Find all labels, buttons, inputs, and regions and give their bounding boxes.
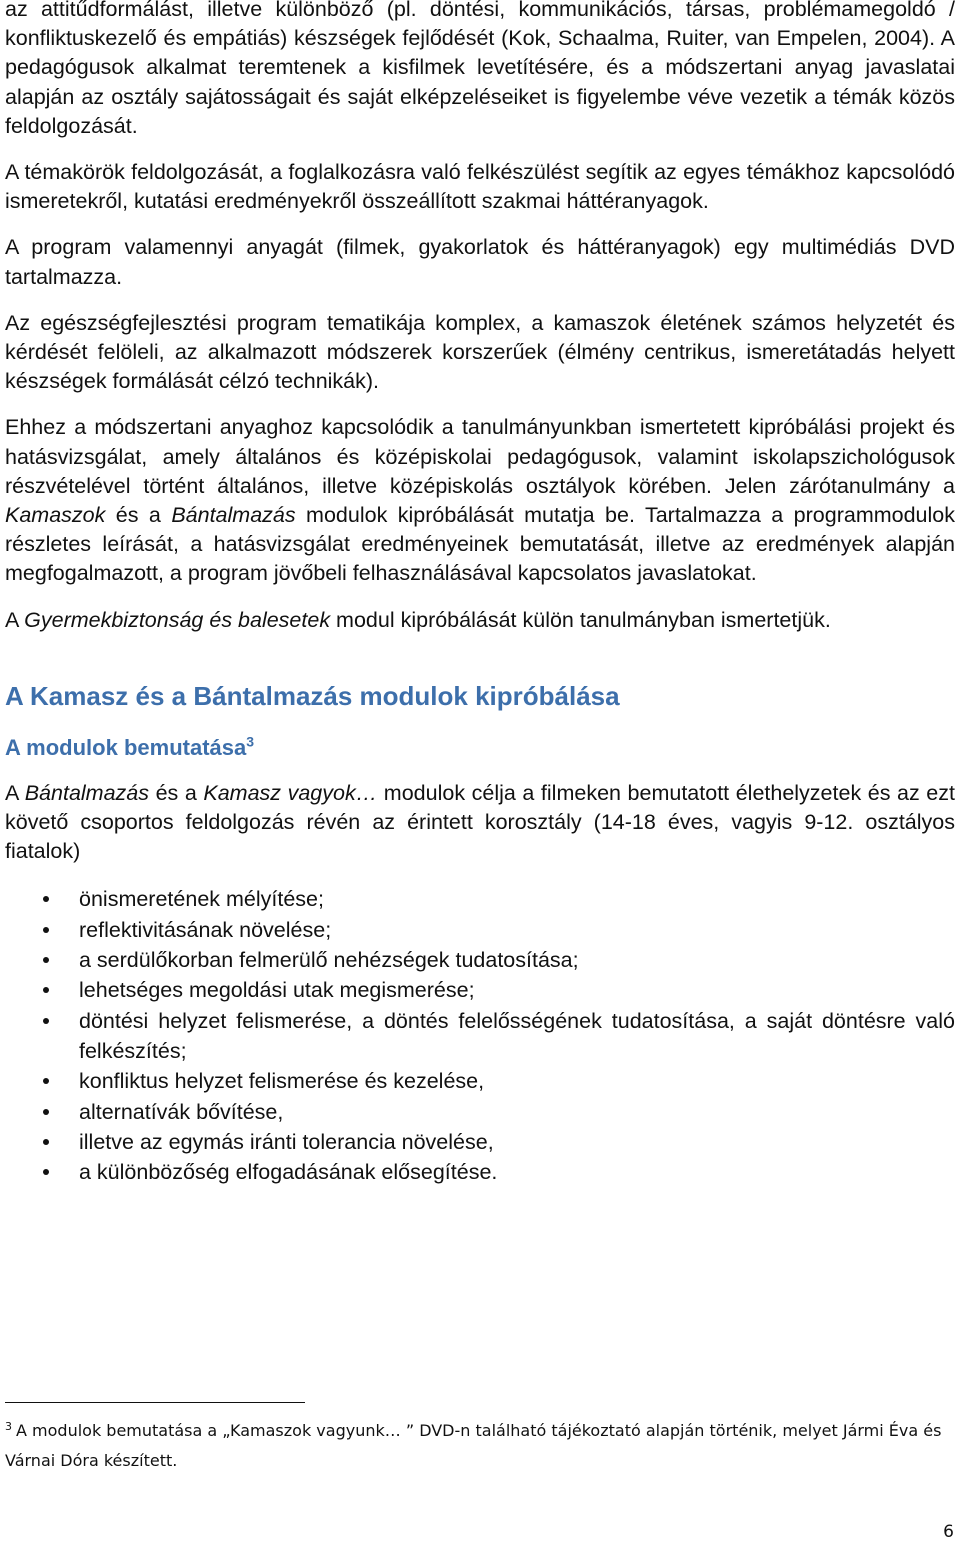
bullet-icon	[43, 1169, 49, 1175]
list-item	[5, 945, 955, 975]
text-segment: és a	[149, 780, 204, 805]
footnote-reference: 3	[246, 733, 255, 750]
list-item	[5, 1066, 955, 1096]
section-heading: A Kamasz és a Bántalmazás modulok kipróbálása	[5, 680, 620, 711]
text-segment: és a	[105, 503, 172, 528]
italic-term-kamasz-vagyok: Kamasz vagyok…	[203, 780, 378, 805]
footnote	[5, 1416, 945, 1476]
list-item-text: alternatívák bővítése,	[79, 1099, 284, 1124]
paragraph-multimedia-dvd: A program valamennyi anyagát (filmek, gyakorlatok és háttéranyagok) egy multimédiás DVD tartalmazza.	[5, 235, 955, 289]
list-item	[5, 1127, 955, 1157]
list-item-text: önismeretének mélyítése;	[79, 887, 324, 912]
bullet-icon	[43, 896, 49, 902]
bullet-icon	[43, 1109, 49, 1115]
bullet-icon	[43, 1078, 49, 1084]
bullet-icon	[43, 957, 49, 963]
footnote-divider	[5, 1402, 305, 1403]
page-number: 6	[943, 1522, 954, 1542]
footnote-number: 3	[5, 1419, 12, 1433]
list-item	[5, 884, 955, 914]
text-segment: modul kipróbálását külön tanulmányban ismertetjük.	[330, 607, 831, 632]
paragraph-module-goals	[5, 779, 955, 867]
text-segment: modulok kipróbálását mutatja be. Tartalmazza a programmodulok részletes leírását, a hatásvizsgálat eredményeinek bemutatását, illetve az eredmények alapján megfogalmazott, a program jövőbeli felhasználásával kapcsolatos javaslatokat.	[5, 503, 955, 586]
list-item	[5, 915, 955, 945]
subsection-heading-text: A modulok bemutatása	[5, 734, 247, 760]
list-item-text: a különbözőség elfogadásának elősegítése.	[79, 1160, 498, 1185]
bullet-icon	[43, 987, 49, 993]
italic-term-gyermekbiztonsag: Gyermekbiztonság és balesetek	[24, 607, 331, 632]
bullet-icon	[43, 1018, 49, 1024]
list-item	[5, 975, 955, 1005]
goals-bullet-list	[5, 884, 955, 1187]
list-item-text: reflektivitásának növelése;	[79, 917, 332, 942]
paragraph-pilot-project	[5, 413, 955, 588]
subsection-heading	[5, 733, 955, 763]
bullet-icon	[43, 1139, 49, 1145]
italic-term-kamaszok: Kamaszok	[5, 503, 106, 528]
bullet-icon	[43, 927, 49, 933]
list-item-text: döntési helyzet felismerése, a döntés felelősségének tudatosítása, a saját döntésre való felkészítés;	[79, 1008, 955, 1063]
list-item-text: a serdülőkorban felmerülő nehézségek tudatosítása;	[79, 948, 579, 973]
list-item-text: illetve az egymás iránti tolerancia növelése,	[79, 1129, 494, 1154]
list-item-text: lehetséges megoldási utak megismerése;	[79, 978, 475, 1003]
italic-term-bantalmazas: Bántalmazás	[171, 503, 296, 528]
document-page	[5, 0, 955, 1187]
paragraph-background-materials: A témakörök feldolgozását, a foglalkozásra való felkészülést segítik az egyes témákhoz kapcsolódó ismeretekről, kutatási eredményekről összeállított szakmai háttéranyagok.	[5, 160, 955, 214]
text-segment: A	[5, 607, 25, 632]
paragraph-program-thematics: Az egészségfejlesztési program tematikája komplex, a kamaszok életének számos helyzetét és kérdését felöleli, az alkalmazott módszerek korszerűek (élmény centrikus, ismeretátadás helyett készségek formálását célzó technikák).	[5, 310, 955, 394]
text-segment: Ehhez a módszertani anyaghoz kapcsolódik a tanulmányunkban ismertetett kipróbálási projekt és hatásvizsgálat, amely általános és középiskolai pedagógusok, valamint iskolapszichológusok részvételével történt általános, illetve középiskolás osztályok körében. Jelen zárótanulmány a	[5, 415, 955, 498]
list-item-text: konfliktus helyzet felismerése és kezelése,	[79, 1069, 485, 1094]
list-item	[5, 1157, 955, 1187]
list-item	[5, 1006, 955, 1067]
text-segment: modulok célja a filmeken bemutatott élethelyzetek és az ezt követő csoportos feldolgozás révén az érintett korosztály (14-18 éves, vagyis 9-12. osztályos fiatalok)	[5, 780, 955, 864]
italic-term-bantalmazas-module: Bántalmazás	[24, 780, 150, 805]
list-item	[5, 1097, 955, 1127]
text-segment: A	[5, 780, 25, 805]
paragraph-child-safety-module	[5, 606, 955, 635]
paragraph-attitude-formation: az attitűdformálást, illetve különböző (pl. döntési, kommunikációs, társas, problémamegoldó / konfliktuskezelő és empátiás) készségek fejlődését (Kok, Schaalma, Ruiter, van Empelen, 2004). A pedagógusok alkalmat teremtenek a kisfilmek levetítésére, és a módszertani anyag javaslatai alapján az osztály sajátosságait és saját elképzeléseiket is figyelembe véve vezetik a témák közös feldolgozását.	[5, 0, 955, 138]
footnote-text: A modulok bemutatása a „Kamaszok vagyunk… ” DVD-n található tájékoztató alapján történik, melyet Jármi Éva és Várnai Dóra készített.	[5, 1421, 942, 1470]
